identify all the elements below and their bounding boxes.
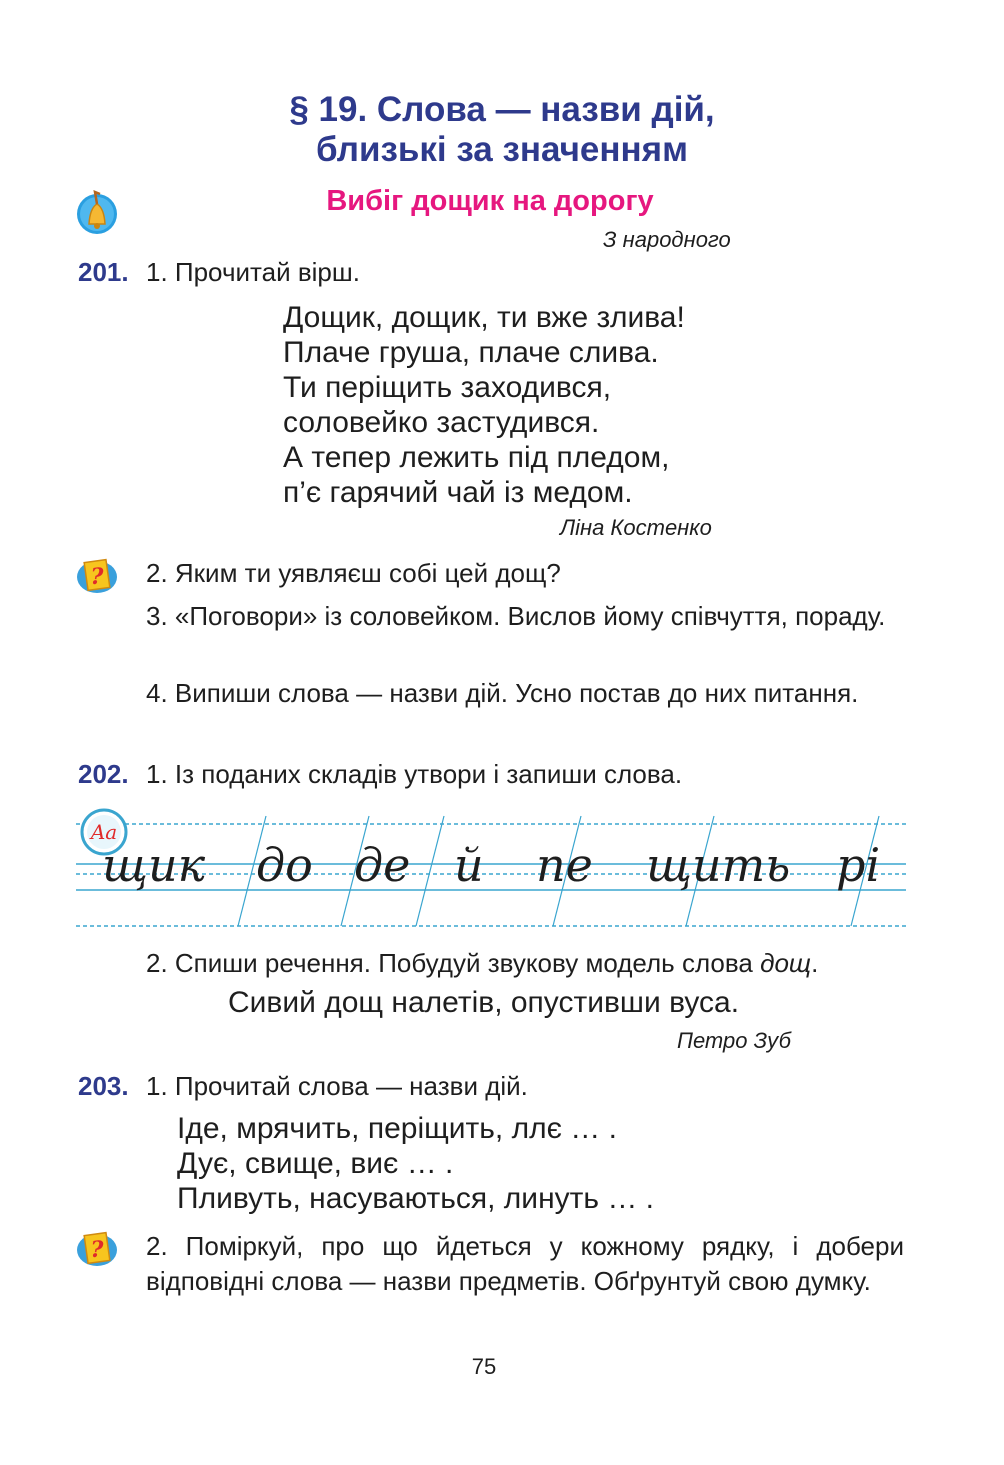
exercise-203-task1: 1. Прочитай слова — назви дій. (146, 1071, 528, 1101)
syllable: до (256, 838, 313, 892)
page-title-line2: близькі за значенням (315, 130, 688, 169)
poem-line: Ти періщить заходився, (283, 371, 612, 404)
subtitle: Вибіг дощик на дорогу (326, 185, 654, 217)
subtitle-source: З народного (603, 227, 731, 252)
task2-text: 2. Спиши речення. Побудуй звукову модель слова (146, 948, 753, 978)
syllable: пе (536, 838, 593, 892)
syllable: рі (836, 838, 881, 892)
exercise-number-202: 202. (78, 759, 129, 789)
question-icon (76, 1228, 118, 1268)
svg-text:Aa: Aa (90, 820, 118, 844)
syllable: де (354, 838, 411, 892)
svg-text:?: ? (90, 564, 104, 590)
exercise-203-task2: 2. Поміркуй, про що йдеться у кожному рядку, і добери відповідні слова — назви предметів. Обґрунтуй свою думку. (146, 1231, 904, 1296)
poem-line: Дощик, дощик, ти вже злива! (283, 301, 685, 334)
word-line: Іде, мрячить, періщить, ллє … . (177, 1112, 617, 1145)
word-line: Пливуть, насуваються, линуть … . (177, 1182, 655, 1215)
example-sentence: Сивий дощ налетів, опустивши вуса. (228, 986, 740, 1019)
svg-text:?: ? (90, 1237, 104, 1263)
page-number: 75 (471, 1354, 497, 1379)
page-title-line1: § 19. Слова — назви дій, (289, 90, 715, 129)
exercise-number-203: 203. (78, 1071, 129, 1101)
syllable: щить (646, 838, 791, 892)
poem-author: Ліна Костенко (560, 515, 712, 540)
exercise-number-201: 201. (78, 257, 129, 287)
syllable: й (454, 838, 484, 892)
task2-word: дощ (760, 948, 812, 978)
exercise-202-task1: 1. Із поданих складів утвори і запиши слова. (146, 759, 683, 789)
question-icon (76, 555, 118, 595)
exercise-201-task1: 1. Прочитай вірш. (146, 257, 360, 287)
exercise-202-task2 (146, 950, 818, 976)
word-line: Дує, свище, виє … . (177, 1147, 454, 1180)
task2-suffix: . (811, 948, 819, 978)
exercise-201-task4: 4. Випиши слова — назви дій. Усно постав до них питання. (146, 678, 859, 708)
poem-line: Плаче груша, плаче слива. (283, 336, 659, 369)
exercise-201-task3: 3. «Поговори» із соловейком. Вислов йому співчуття, пораду. (146, 601, 886, 631)
syllables-row (76, 838, 906, 922)
exercise-201-task2: 2. Яким ти уявляєш собі цей дощ? (146, 558, 561, 588)
sentence-author: Петро Зуб (677, 1028, 791, 1053)
poem-line: А тепер лежить під пледом, (283, 441, 670, 474)
poem-line: п’є гарячий чай із медом. (283, 476, 633, 509)
syllable: щик (102, 838, 206, 892)
poem-line: соловейко застудився. (283, 406, 600, 439)
